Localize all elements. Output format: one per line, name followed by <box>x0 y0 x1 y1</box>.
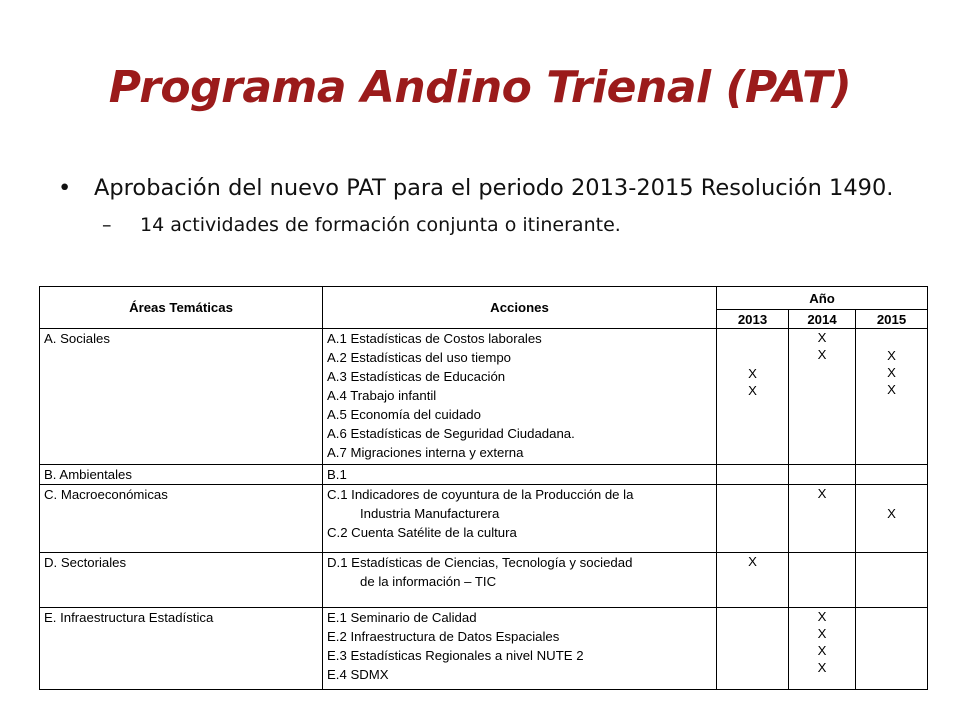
table-row <box>40 553 928 608</box>
actions-cell: A.1 Estadísticas de Costos laborales A.2 Estadísticas del uso tiempo A.3 Estadísticas de Educación A.4 Trabajo infantil A.5 Economía del cuidado A.6 Estadísticas de Seguridad Ciudadana. A.7 Migraciones interna y externa <box>323 329 717 465</box>
header-year-2015: 2015 <box>856 310 928 329</box>
slide-title: Programa Andino Trienal (PAT) <box>108 62 852 113</box>
area-cell: A. Sociales <box>40 329 323 465</box>
mark-cell-2015 <box>856 608 928 690</box>
header-year-2014: 2014 <box>789 310 856 329</box>
mark-cell-2014: X X X X <box>789 608 856 690</box>
bullet-dash-icon: – <box>102 214 112 236</box>
mark-cell-2013 <box>717 485 789 553</box>
area-cell: B. Ambientales <box>40 465 323 485</box>
header-acciones: Acciones <box>323 287 717 329</box>
mark-cell-2013 <box>717 608 789 690</box>
header-anio: Año <box>717 287 928 310</box>
bullet-sub <box>58 212 918 238</box>
mark-cell-2015 <box>856 465 928 485</box>
table-row <box>40 608 928 690</box>
area-cell: D. Sectoriales <box>40 553 323 608</box>
mark-cell-2014: X X <box>789 329 856 465</box>
mark-cell-2014 <box>789 465 856 485</box>
table-row <box>40 465 928 485</box>
actions-cell: E.1 Seminario de Calidad E.2 Infraestructura de Datos Espaciales E.3 Estadísticas Regionales a nivel NUTE 2 E.4 SDMX <box>323 608 717 690</box>
mark-cell-2015: X <box>856 485 928 553</box>
pat-table <box>39 286 928 690</box>
mark-cell-2014 <box>789 553 856 608</box>
mark-cell-2013: X X <box>717 329 789 465</box>
mark-cell-2013 <box>717 465 789 485</box>
bullet-list <box>58 175 918 238</box>
area-cell: E. Infraestructura Estadística <box>40 608 323 690</box>
mark-cell-2015: X X X <box>856 329 928 465</box>
bullet-sub-text: 14 actividades de formación conjunta o itinerante. <box>140 214 621 236</box>
header-year-2013: 2013 <box>717 310 789 329</box>
header-areas: Áreas Temáticas <box>40 287 323 329</box>
mark-cell-2014: X <box>789 485 856 553</box>
mark-cell-2013: X <box>717 553 789 608</box>
table-row <box>40 485 928 553</box>
bullet-main-text: Aprobación del nuevo PAT para el periodo 2013-2015 Resolución 1490. <box>94 175 894 201</box>
actions-cell: D.1 Estadísticas de Ciencias, Tecnología y sociedad de la información – TIC <box>323 553 717 608</box>
actions-cell: C.1 Indicadores de coyuntura de la Producción de la Industria Manufacturera C.2 Cuenta Satélite de la cultura <box>323 485 717 553</box>
mark-cell-2015 <box>856 553 928 608</box>
area-cell: C. Macroeconómicas <box>40 485 323 553</box>
actions-cell: B.1 <box>323 465 717 485</box>
table-row <box>40 329 928 465</box>
bullet-dot-icon: • <box>58 175 72 201</box>
bullet-main <box>58 175 918 202</box>
